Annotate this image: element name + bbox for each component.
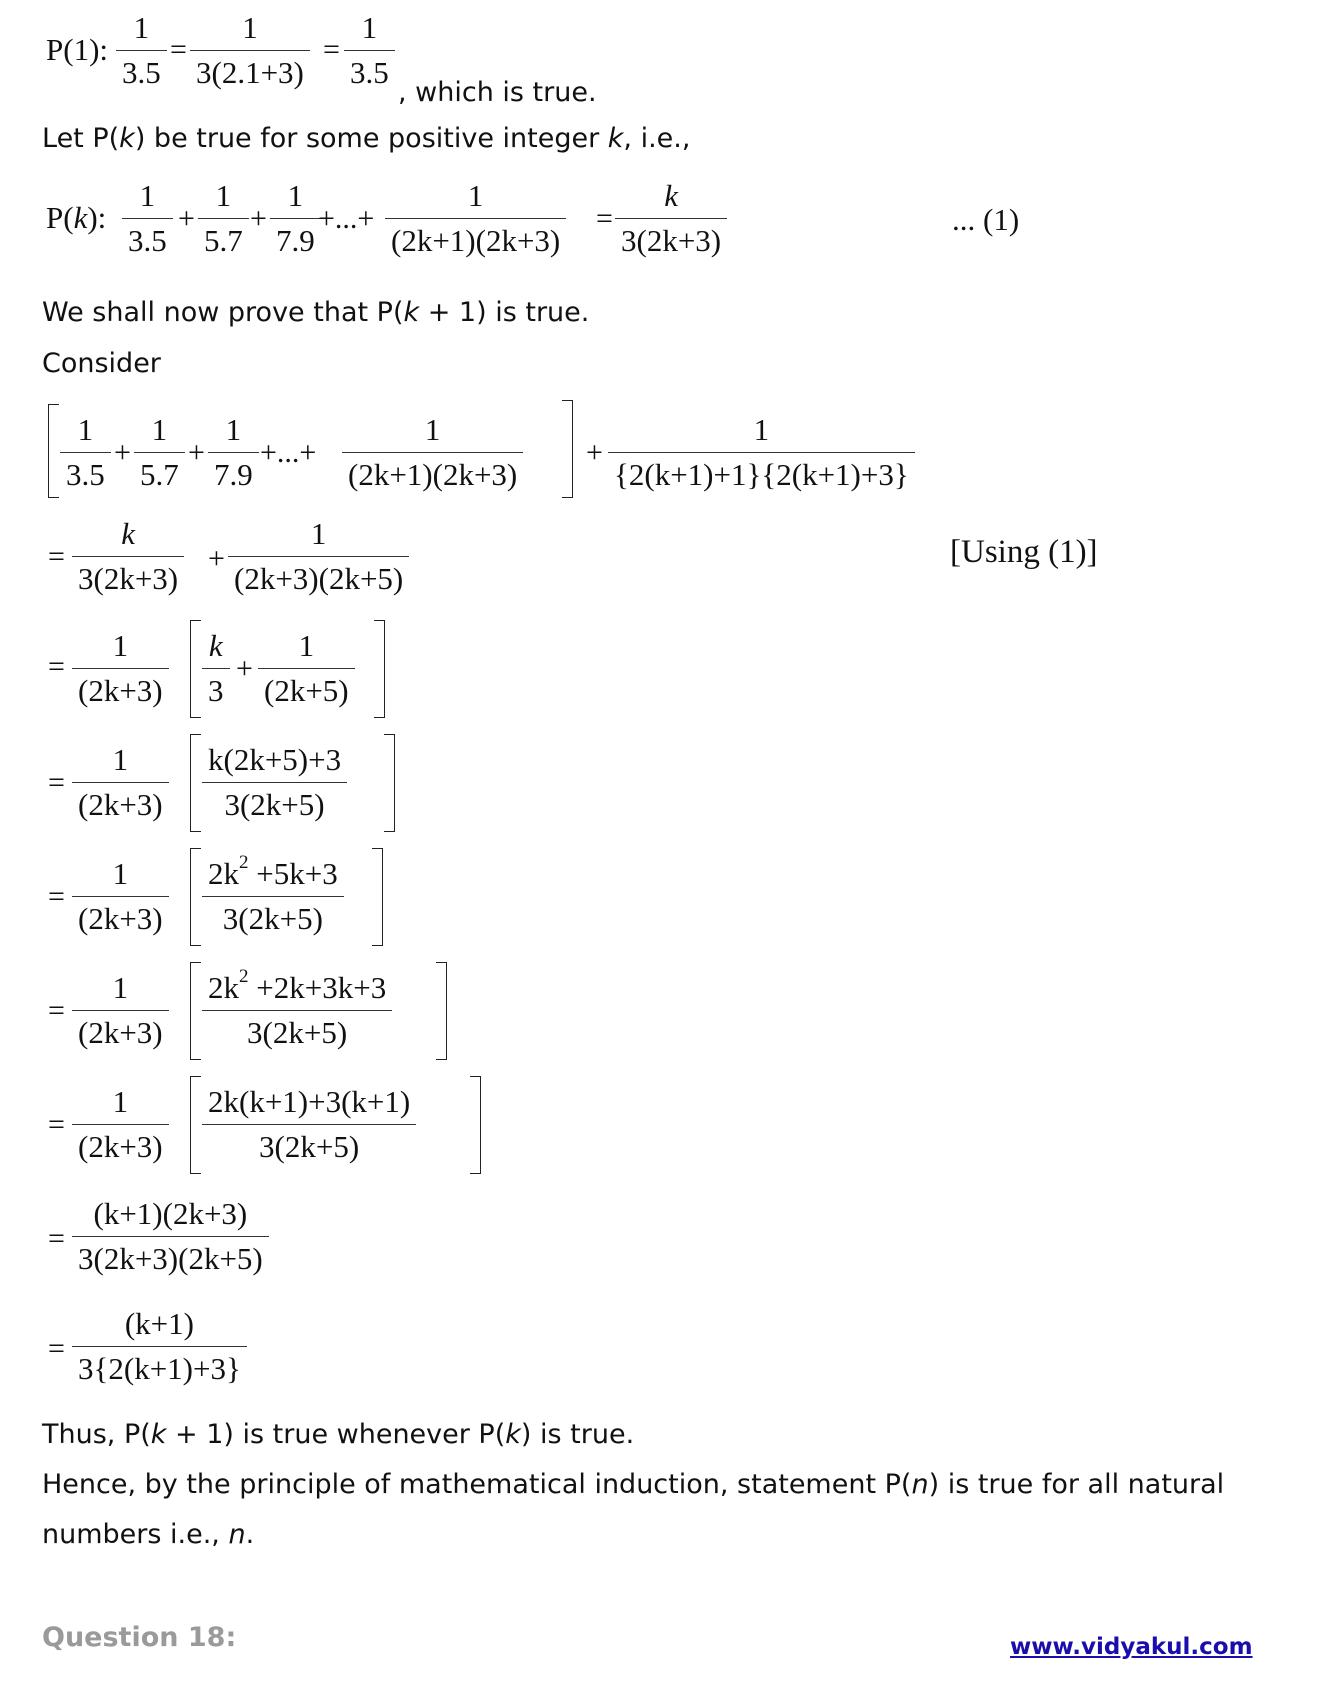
s1-eq: = (48, 540, 65, 573)
s6-bracket-left (190, 1076, 201, 1174)
thus-line-post: ) is true. (520, 1419, 635, 1450)
s0-term-1 (60, 412, 111, 493)
shall-line (42, 296, 589, 330)
pk-term-1-num: 1 (139, 178, 156, 213)
pk-plus-1: + (178, 202, 195, 235)
s0-plus-3: + (586, 436, 603, 469)
s3-outer-num: 1 (112, 742, 129, 777)
s0-bracket-right (562, 400, 573, 498)
s2-bracket-left (190, 620, 201, 718)
s0-bracket-left (48, 404, 59, 498)
s7-den: 3(2k+3)(2k+5) (72, 1236, 269, 1277)
let-line-pre: Let P( (42, 123, 120, 154)
s0-plus-2: + (188, 436, 205, 469)
pk-term-4 (385, 178, 566, 259)
p1-lhs: P(1): (46, 32, 108, 67)
footer-link[interactable]: www.vidyakul.com (1010, 1634, 1253, 1660)
s8-frac (72, 1306, 247, 1387)
hence-line-2 (42, 1518, 254, 1552)
s5-inner-den: 3(2k+5) (202, 1010, 392, 1051)
pk-rhs-num: k (664, 178, 678, 213)
thus-line-mid: + 1) is true whenever P( (166, 1419, 506, 1450)
p1-frac-1-num: 1 (133, 10, 150, 45)
s2-frac-b-den: (2k+5) (258, 668, 355, 709)
s2-bracket-right (374, 620, 385, 718)
s0-term-5-num: 1 (753, 412, 770, 447)
let-line-var2: k (607, 123, 624, 154)
p1-frac-1-den: 3.5 (116, 50, 167, 91)
shall-line-pre: We shall now prove that P( (42, 297, 404, 328)
s0-term-1-den: 3.5 (60, 452, 111, 493)
consider-text: Consider (42, 348, 161, 379)
s4-outer-den: (2k+3) (72, 896, 169, 937)
pk-rhs (615, 178, 727, 259)
p1-eq-2: = (323, 33, 340, 66)
s2-outer-num: 1 (112, 628, 129, 663)
p1-frac-2-den: 3(2.1+3) (190, 50, 310, 91)
s0-term-3-num: 1 (225, 412, 242, 447)
s6-bracket-right (470, 1076, 481, 1174)
hence-line-2-post: . (245, 1519, 255, 1550)
s2-outer-den: (2k+3) (72, 668, 169, 709)
s5-bracket-right (436, 962, 447, 1060)
s2-plus: + (236, 652, 253, 685)
s5-bracket-left (190, 962, 201, 1060)
hence-line-1 (42, 1468, 1224, 1502)
s1-frac-b-num: 1 (310, 516, 327, 551)
p1-frac-3-num: 1 (361, 10, 378, 45)
p1-frac-3-den: 3.5 (344, 50, 395, 91)
p1-frac-3 (344, 10, 395, 91)
s1-frac-a-num: k (121, 516, 135, 551)
s5-eq: = (48, 994, 65, 1027)
s3-inner-frac (202, 742, 347, 823)
p1-eq-1: = (170, 33, 187, 66)
s6-outer-frac (72, 1084, 169, 1165)
s0-dots: +...+ (260, 436, 317, 469)
s0-plus-1: + (114, 436, 131, 469)
s6-outer-den: (2k+3) (72, 1124, 169, 1165)
p1-frac-1 (116, 10, 167, 91)
s0-term-3-den: 7.9 (208, 452, 259, 493)
s0-term-5 (608, 412, 915, 493)
s6-outer-num: 1 (112, 1084, 129, 1119)
s7-eq: = (48, 1222, 65, 1255)
s2-outer-frac (72, 628, 169, 709)
s5-inner-num: $2k^2 +2k+3k+3$ (208, 966, 387, 1005)
s2-frac-a (202, 628, 230, 709)
pk-label: ... (1) (952, 202, 1020, 237)
shall-line-var: k (403, 297, 420, 328)
s1-frac-b-den: (2k+3)(2k+5) (228, 556, 409, 597)
thus-line-var: k (150, 1419, 167, 1450)
hence-line-1-pre: Hence, by the principle of mathematical induction, statement P( (42, 1469, 912, 1500)
pk-term-2 (198, 178, 249, 259)
s7-frac (72, 1196, 269, 1277)
s2-frac-a-den: 3 (202, 668, 230, 709)
thus-line-var2: k (505, 1419, 521, 1450)
hence-line-1-var: n (911, 1469, 929, 1500)
s0-term-1-num: 1 (77, 412, 94, 447)
s0-term-2-den: 5.7 (134, 452, 185, 493)
s3-inner-den: 3(2k+5) (202, 782, 347, 823)
pk-eq: = (596, 202, 613, 235)
pk-term-3 (270, 178, 321, 259)
pk-term-2-den: 5.7 (198, 218, 249, 259)
s4-outer-num: 1 (112, 856, 129, 891)
s4-inner-num: $2k^2 +5k+3$ (208, 852, 338, 891)
p1-tail: , which is true. (398, 77, 597, 108)
let-line-post: , i.e., (623, 123, 691, 154)
pk-lhs (46, 200, 106, 236)
s4-inner-frac (202, 852, 344, 937)
thus-line-pre: Thus, P( (42, 1419, 151, 1450)
question-heading: Question 18: (42, 1622, 237, 1653)
pk-term-2-num: 1 (215, 178, 232, 213)
s4-inner-den: 3(2k+5) (202, 896, 344, 937)
s6-eq: = (48, 1108, 65, 1141)
s2-frac-b-num: 1 (298, 628, 315, 663)
pk-term-4-num: 1 (467, 178, 484, 213)
let-line (42, 122, 690, 156)
s1-frac-b (228, 516, 409, 597)
s2-eq: = (48, 650, 65, 683)
s3-outer-den: (2k+3) (72, 782, 169, 823)
hence-line-2-var: n (228, 1519, 246, 1550)
pk-term-1 (122, 178, 173, 259)
s4-eq: = (48, 880, 65, 913)
let-line-mid: ) be true for some positive integer (134, 123, 608, 154)
s0-term-4-den: (2k+1)(2k+3) (342, 452, 523, 493)
s1-frac-a-den: 3(2k+3) (72, 556, 184, 597)
pk-term-3-den: 7.9 (270, 218, 321, 259)
pk-plus-2: + (250, 202, 267, 235)
pk-lhs-k: k (73, 200, 88, 235)
s0-term-4 (342, 412, 523, 493)
pk-dots: +...+ (318, 202, 375, 235)
s7-num: (k+1)(2k+3) (93, 1196, 248, 1231)
shall-line-post: + 1) is true. (419, 297, 590, 328)
s4-bracket-right (372, 848, 383, 946)
s6-inner-num: 2k(k+1)+3(k+1) (208, 1084, 411, 1119)
s2-frac-a-num: k (208, 628, 223, 663)
s5-outer-num: 1 (112, 970, 129, 1005)
s0-term-3 (208, 412, 259, 493)
pk-rhs-den: 3(2k+3) (615, 218, 727, 259)
s3-bracket-left (190, 734, 201, 832)
s1-frac-a (72, 516, 184, 597)
s6-inner-den: 3(2k+5) (202, 1124, 416, 1165)
s3-bracket-right (384, 734, 395, 832)
s8-den: 3{2(k+1)+3} (72, 1346, 247, 1387)
let-line-var: k (119, 123, 135, 154)
s5-inner-frac (202, 966, 392, 1051)
s4-outer-frac (72, 856, 169, 937)
s0-term-4-num: 1 (424, 412, 441, 447)
p1-frac-2-num: 1 (242, 10, 258, 45)
s0-term-5-den: {2(k+1)+1}{2(k+1)+3} (608, 452, 915, 493)
pk-term-1-den: 3.5 (122, 218, 173, 259)
s0-term-2 (134, 412, 185, 493)
s5-outer-frac (72, 970, 169, 1051)
s6-inner-frac (202, 1084, 416, 1165)
s1-plus: + (208, 542, 225, 575)
pk-term-4-den: (2k+1)(2k+3) (385, 218, 566, 259)
pk-lhs-close: ): (87, 200, 107, 235)
hence-line-2-pre: numbers i.e., (42, 1519, 229, 1550)
hence-line-1-post: ) is true for all natural (928, 1469, 1225, 1500)
s3-outer-frac (72, 742, 169, 823)
pk-lhs-p: P( (46, 200, 74, 235)
s3-inner-num: k(2k+5)+3 (208, 742, 342, 777)
s5-outer-den: (2k+3) (72, 1010, 169, 1051)
s2-frac-b (258, 628, 355, 709)
pk-term-3-num: 1 (287, 178, 304, 213)
s8-eq: = (48, 1332, 65, 1365)
p1-frac-2 (190, 10, 310, 91)
s4-bracket-left (190, 848, 201, 946)
s0-term-2-num: 1 (151, 412, 168, 447)
s1-note: [Using (1)] (950, 534, 1098, 570)
thus-line (42, 1418, 634, 1452)
s3-eq: = (48, 766, 65, 799)
s8-num: (k+1) (124, 1306, 194, 1341)
